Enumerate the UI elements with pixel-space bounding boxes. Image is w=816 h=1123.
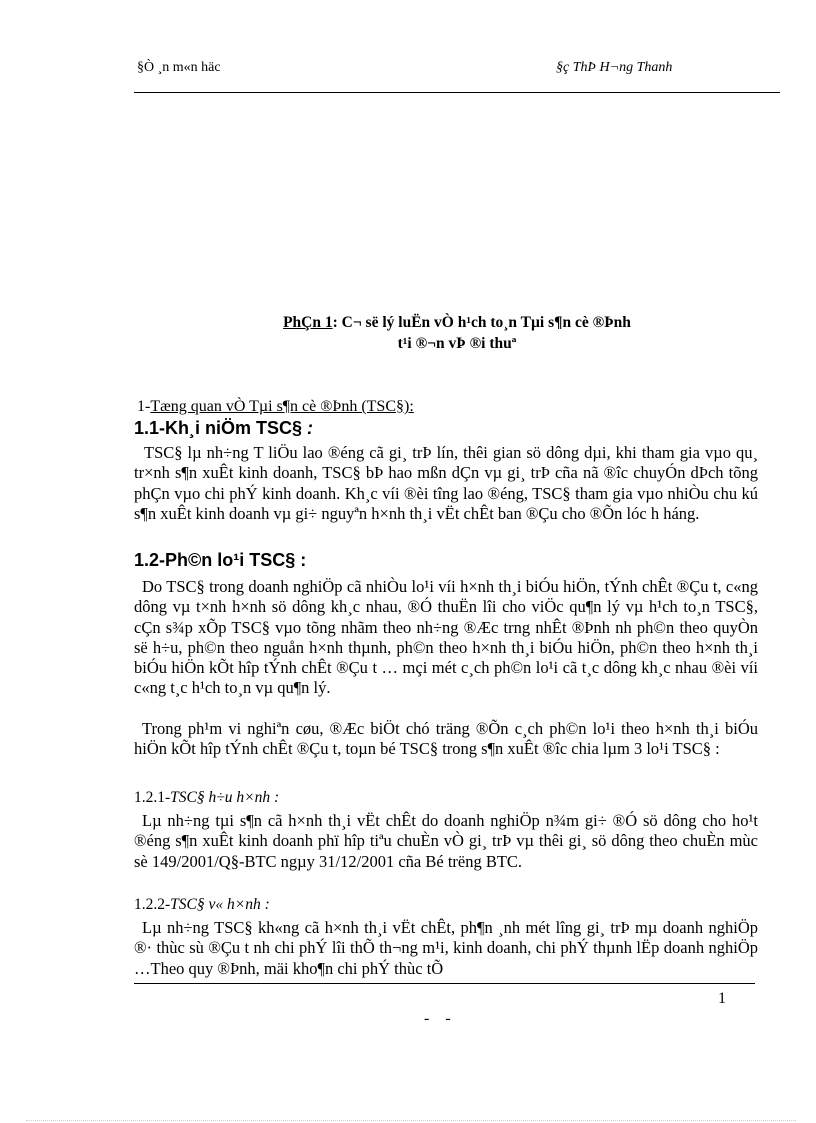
page-number: 1 xyxy=(718,990,726,1007)
subheading-1-2-1 xyxy=(134,789,279,807)
footer-dash: - - xyxy=(424,1010,457,1027)
heading-1-1 xyxy=(134,418,313,439)
subheading-1-2-2-num: 1.2.2- xyxy=(134,896,171,913)
subheading-1-2-1-num: 1.2.1- xyxy=(134,789,171,806)
footer-rule xyxy=(134,983,755,984)
section-1-title: Tæng quan vÒ Tµi s¶n cè ®Þnh (TSC§): xyxy=(150,398,414,415)
subheading-1-2-2-title: TSC§ v« h×nh : xyxy=(170,896,270,913)
heading-1-1-text: 1.1-Kh¸i niÖm TSC§ xyxy=(134,418,308,438)
paragraph-scope: Trong ph¹m vi nghiªn cøu, ®Æc biÖt chó träng ®Õn c¸ch ph©n lo¹i theo h×nh th¸i biÓu hiÖn kÕt hîp tÝnh chÊt ®Çu t, toµn bé TSC§ trong s¶n xuÊt ®îc chia lµm 3 lo¹i TSC§ : xyxy=(134,719,758,759)
subheading-1-2-1-title: TSC§ h÷u h×nh : xyxy=(170,789,280,806)
header-rule xyxy=(134,92,780,93)
bottom-dotted-line xyxy=(26,1120,796,1121)
subheading-1-2-2 xyxy=(134,896,270,914)
paragraph-tangible: Lµ nh÷ng tµi s¶n cã h×nh th¸i vËt chÊt do doanh nghiÖp n¾m gi÷ ®Ó sö dông cho ho¹t ®éng s¶n xuÊt kinh doanh phï hîp tiªu chuÈn vÒ gi¸ trÞ vµ thêi gi¸ sö dông theo chuÈn mùc sè 149/2001/Q§-BTC ngµy 31/12/2001 cña Bé trëng BTC. xyxy=(134,811,758,871)
part-title xyxy=(134,312,780,354)
part-title-line1: : C¬ së lý luËn vÒ h¹ch to¸n Tµi s¶n cè ®Þnh xyxy=(332,314,631,331)
part-label: PhÇn 1 xyxy=(283,314,333,331)
section-1-prefix: 1- xyxy=(137,398,151,415)
part-title-line2: t¹i ®¬n vÞ ®i thuª xyxy=(397,335,517,352)
paragraph-intangible: Lµ nh÷ng TSC§ kh«ng cã h×nh th¸i vËt chÊt, ph¶n ¸nh mét lîng gi¸ trÞ mµ doanh nghiÖp ®· thùc sù ®Çu t nh chi phÝ lîi thÕ th¬ng m¹i, kinh doanh, chi phÝ thµnh lËp doanh nghiÖp …Theo quy ®Þnh, mäi kho¶n chi phÝ thùc tÕ xyxy=(134,918,758,978)
paragraph-classification: Do TSC§ trong doanh nghiÖp cã nhiÒu lo¹i víi h×nh th¸i biÓu hiÖn, tÝnh chÊt ®Çu t, c«ng dông vµ t×nh h×nh sö dông kh¸c nhau, ®Ó thuËn lîi cho viÖc qu¶n lý vµ h¹ch to¸n TSC§, cÇn s¾p xÕp TSC§ vµo tõng nhãm theo nh÷ng ®Æc trng nhÊt ®Þnh nh ph©n theo quyÒn së h÷u, ph©n theo nguån h×nh thµnh, ph©n theo h×nh th¸i biÓu hiÖn, ph©n theo h×nh th¸i biÓu hiÖn kÕt hîp tÝnh chÊt ®Çu t … mçi mét c¸ch ph©n lo¹i cã t¸c dông kh¸c nhau ®èi víi c«ng t¸c h¹ch to¸n vµ qu¶n lý. xyxy=(134,577,758,698)
page-header-left: §Ò ¸n m«n häc xyxy=(137,60,221,75)
section-1-heading xyxy=(137,398,414,416)
heading-1-1-colon: : xyxy=(307,418,314,438)
heading-1-2: 1.2-Ph©n lo¹i TSC§ : xyxy=(134,550,307,570)
page-header-right: §ç ThÞ H¬ng Thanh xyxy=(556,60,673,75)
paragraph-definition: TSC§ lµ nh÷ng T liÖu lao ®éng cã gi¸ trÞ lín, thêi gian sö dông dµi, khi tham gia vµo qu¸ tr×nh s¶n xuÊt kinh doanh, TSC§ bÞ hao mßn dÇn vµ gi¸ trÞ cña nã ®îc chuyÓn dÞch tõng phÇn vµo chi phÝ kinh doanh. Kh¸c víi ®èi tîng lao ®éng, TSC§ tham gia vµo nhiÒu chu kú s¶n xuÊt kinh doanh vµ gi÷ nguyªn h×nh th¸i vËt chÊt ban ®Çu cho ®Õn lóc h háng. xyxy=(134,443,758,523)
